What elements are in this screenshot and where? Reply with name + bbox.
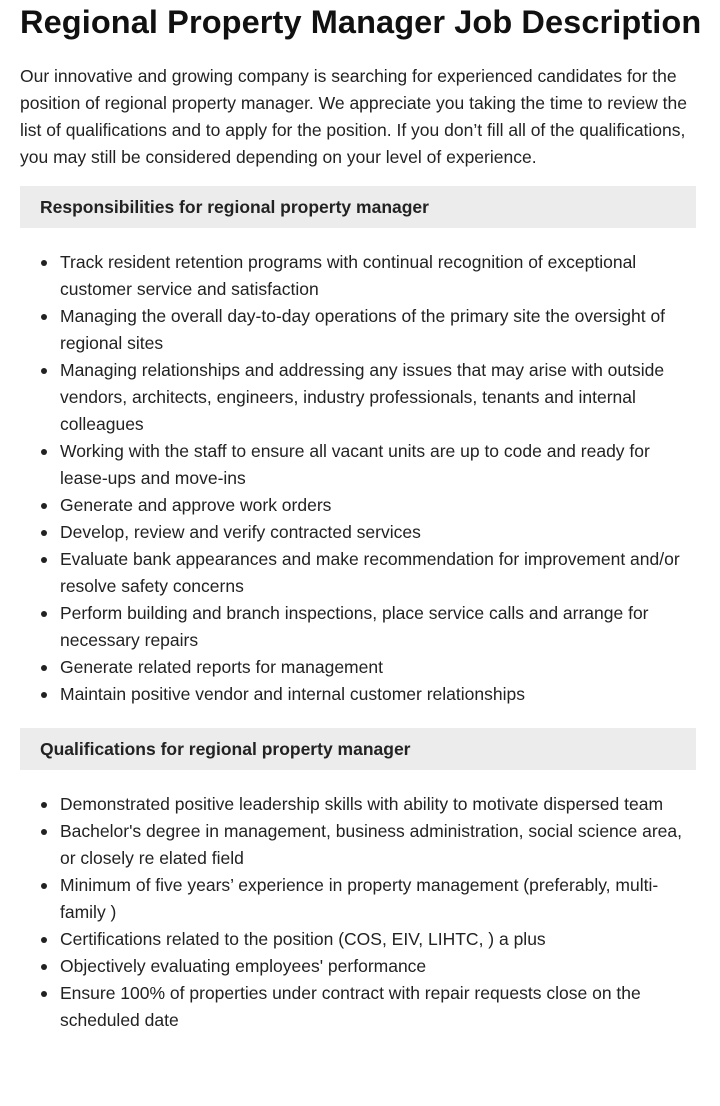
list-item xyxy=(60,791,696,818)
responsibilities-list xyxy=(20,249,696,708)
bullet-icon xyxy=(41,557,47,563)
list-item-text: Generate and approve work orders xyxy=(60,495,332,515)
bullet-icon xyxy=(41,964,47,970)
bullet-icon xyxy=(41,829,47,835)
list-item xyxy=(60,357,696,438)
list-item xyxy=(60,818,696,872)
bullet-icon xyxy=(41,802,47,808)
list-item-text: Managing the overall day-to-day operations of the primary site the oversight of regional sites xyxy=(60,306,666,353)
list-item xyxy=(60,926,696,953)
list-item-text: Develop, review and verify contracted services xyxy=(60,522,421,542)
bullet-icon xyxy=(41,449,47,455)
list-item-text: Ensure 100% of properties under contract with repair requests close on the scheduled date xyxy=(60,983,641,1030)
bullet-icon xyxy=(41,991,47,997)
bullet-icon xyxy=(41,368,47,374)
list-item-text: Minimum of five years’ experience in property management (preferably, multi-family ) xyxy=(60,875,659,922)
list-item-text: Working with the staff to ensure all vacant units are up to code and ready for lease-ups and move-ins xyxy=(60,441,650,488)
bullet-icon xyxy=(41,665,47,671)
list-item-text: Perform building and branch inspections, place service calls and arrange for necessary repairs xyxy=(60,603,649,650)
qualifications-list xyxy=(20,791,696,1034)
responsibilities-heading: Responsibilities for regional property manager xyxy=(20,186,696,228)
intro-paragraph: Our innovative and growing company is searching for experienced candidates for the position of regional property manager. We appreciate you taking the time to review the list of qualifications and to apply for the position. If you don’t fill all of the qualifications, you may still be considered depending on your level of experience. xyxy=(20,66,687,167)
list-item xyxy=(60,519,696,546)
list-item-text: Maintain positive vendor and internal customer relationships xyxy=(60,684,525,704)
bullet-icon xyxy=(41,314,47,320)
bullet-icon xyxy=(41,883,47,889)
list-item xyxy=(60,872,696,926)
list-item xyxy=(60,303,696,357)
bullet-icon xyxy=(41,503,47,509)
list-item xyxy=(60,546,696,600)
list-item-text: Objectively evaluating employees' performance xyxy=(60,956,427,976)
list-item-text: Managing relationships and addressing any issues that may arise with outside vendors, architects, engineers, industry professionals, tenants and internal colleagues xyxy=(60,360,665,434)
bullet-icon xyxy=(41,937,47,943)
list-item xyxy=(60,953,696,980)
list-item-text: Certifications related to the position (COS, EIV, LIHTC, ) a plus xyxy=(60,929,546,949)
list-item xyxy=(60,249,696,303)
list-item-text: Bachelor's degree in management, business administration, social science area, or closely re elated field xyxy=(60,821,683,868)
list-item xyxy=(60,980,696,1034)
bullet-icon xyxy=(41,692,47,698)
bullet-icon xyxy=(41,260,47,266)
list-item-text: Evaluate bank appearances and make recommendation for improvement and/or resolve safety concerns xyxy=(60,549,680,596)
bullet-icon xyxy=(41,530,47,536)
list-item xyxy=(60,492,696,519)
page-title: Regional Property Manager Job Description xyxy=(20,4,702,40)
bullet-icon xyxy=(41,611,47,617)
list-item xyxy=(60,681,696,708)
list-item xyxy=(60,654,696,681)
list-item-text: Demonstrated positive leadership skills with ability to motivate dispersed team xyxy=(60,794,664,814)
list-item xyxy=(60,600,696,654)
qualifications-heading: Qualifications for regional property manager xyxy=(20,728,696,770)
list-item-text: Track resident retention programs with continual recognition of exceptional customer service and satisfaction xyxy=(60,252,637,299)
list-item xyxy=(60,438,696,492)
list-item-text: Generate related reports for management xyxy=(60,657,383,677)
